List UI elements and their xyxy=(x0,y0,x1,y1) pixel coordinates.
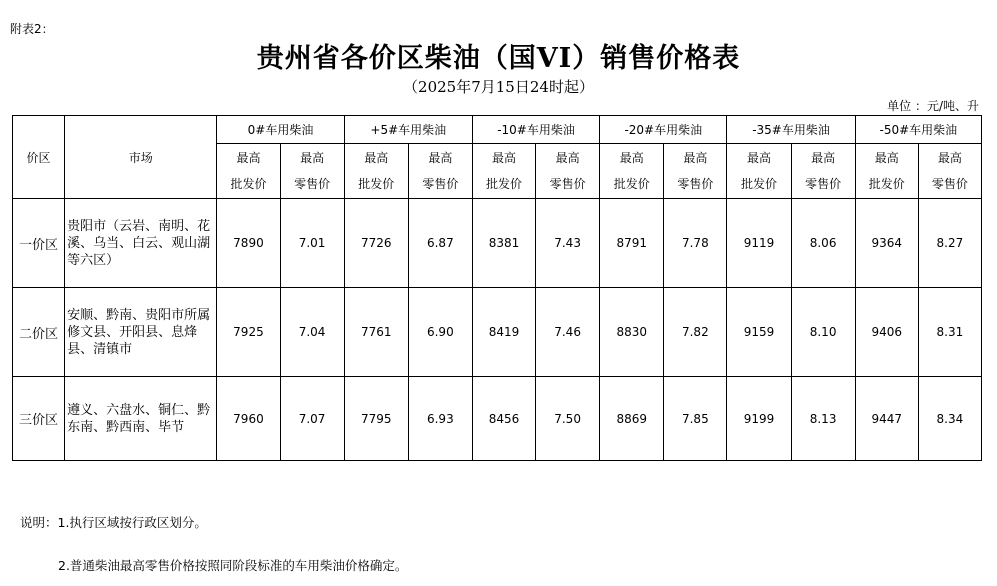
retail-price-cell: 6.93 xyxy=(408,377,472,461)
retail-price-cell: 8.34 xyxy=(918,377,981,461)
wholesale-price-cell: 9199 xyxy=(727,377,791,461)
retail-price-cell: 7.50 xyxy=(536,377,600,461)
header-wholesale-price xyxy=(472,144,535,199)
header-line: 最高 xyxy=(746,151,771,165)
header-line: 最高 xyxy=(300,151,325,165)
header-product: -50#车用柴油 xyxy=(855,116,981,144)
header-line: 批发价 xyxy=(613,177,650,191)
price-table xyxy=(12,115,982,461)
header-zone: 价区 xyxy=(13,116,65,199)
header-line: 最高 xyxy=(937,151,962,165)
header-line: 最高 xyxy=(364,151,389,165)
header-line: 批发价 xyxy=(868,177,905,191)
header-wholesale-price xyxy=(344,144,408,199)
header-line: 零售价 xyxy=(422,177,459,191)
header-line: 最高 xyxy=(428,151,453,165)
market-cell: 安顺、黔南、贵阳市所属修文县、开阳县、息烽县、清镇市 xyxy=(65,288,217,377)
retail-price-cell: 8.06 xyxy=(791,199,855,288)
market-cell: 遵义、六盘水、铜仁、黔东南、黔西南、毕节 xyxy=(65,377,217,461)
header-line: 批发价 xyxy=(230,177,267,191)
retail-price-cell: 7.43 xyxy=(536,199,600,288)
wholesale-price-cell: 7726 xyxy=(344,199,408,288)
header-retail-price xyxy=(536,144,600,199)
header-product: -10#车用柴油 xyxy=(472,116,599,144)
wholesale-price-cell: 9364 xyxy=(855,199,918,288)
table-row xyxy=(13,199,982,288)
header-product: -20#车用柴油 xyxy=(600,116,727,144)
header-line: 零售价 xyxy=(931,177,968,191)
wholesale-price-cell: 7890 xyxy=(217,199,280,288)
effective-date: （2025年7月15日24时起） xyxy=(403,78,594,96)
table-row xyxy=(13,377,982,461)
wholesale-price-cell: 9159 xyxy=(727,288,791,377)
header-line: 零售价 xyxy=(549,177,586,191)
retail-price-cell: 7.07 xyxy=(280,377,344,461)
header-line: 批发价 xyxy=(358,177,395,191)
header-line: 最高 xyxy=(619,151,644,165)
wholesale-price-cell: 7960 xyxy=(217,377,280,461)
page-title: 贵州省各价区柴油（国VI）销售价格表 xyxy=(256,43,741,74)
attachment-label: 附表2： xyxy=(10,22,54,36)
zone-cell: 二价区 xyxy=(13,288,65,377)
header-line: 最高 xyxy=(555,151,580,165)
retail-price-cell: 7.78 xyxy=(664,199,727,288)
retail-price-cell: 8.10 xyxy=(791,288,855,377)
retail-price-cell: 7.01 xyxy=(280,199,344,288)
header-product: -35#车用柴油 xyxy=(727,116,855,144)
header-wholesale-price xyxy=(217,144,280,199)
header-line: 零售价 xyxy=(805,177,842,191)
header-line: 零售价 xyxy=(294,177,331,191)
retail-price-cell: 6.90 xyxy=(408,288,472,377)
retail-price-cell: 8.13 xyxy=(791,377,855,461)
header-line: 最高 xyxy=(236,151,261,165)
header-retail-price xyxy=(918,144,981,199)
retail-price-cell: 7.46 xyxy=(536,288,600,377)
wholesale-price-cell: 9447 xyxy=(855,377,918,461)
wholesale-price-cell: 9119 xyxy=(727,199,791,288)
retail-price-cell: 7.04 xyxy=(280,288,344,377)
header-line: 零售价 xyxy=(677,177,714,191)
wholesale-price-cell: 8381 xyxy=(472,199,535,288)
header-market: 市场 xyxy=(65,116,217,199)
header-wholesale-price xyxy=(600,144,664,199)
note-1: 说明：1.执行区域按行政区划分。 xyxy=(20,515,207,530)
header-retail-price xyxy=(408,144,472,199)
retail-price-cell: 8.31 xyxy=(918,288,981,377)
wholesale-price-cell: 8456 xyxy=(472,377,535,461)
note-2: 2.普通柴油最高零售价格按照同阶段标准的车用柴油价格确定。 xyxy=(58,558,408,573)
zone-cell: 三价区 xyxy=(13,377,65,461)
market-cell: 贵阳市（云岩、南明、花溪、乌当、白云、观山湖等六区） xyxy=(65,199,217,288)
header-product: 0#车用柴油 xyxy=(217,116,344,144)
retail-price-cell: 7.85 xyxy=(664,377,727,461)
header-line: 批发价 xyxy=(485,177,522,191)
header-line: 最高 xyxy=(491,151,516,165)
header-line: 最高 xyxy=(683,151,708,165)
header-line: 最高 xyxy=(874,151,899,165)
header-retail-price xyxy=(280,144,344,199)
retail-price-cell: 7.82 xyxy=(664,288,727,377)
header-retail-price xyxy=(664,144,727,199)
wholesale-price-cell: 7925 xyxy=(217,288,280,377)
header-line: 最高 xyxy=(811,151,836,165)
table-row xyxy=(13,288,982,377)
wholesale-price-cell: 8830 xyxy=(600,288,664,377)
header-product: +5#车用柴油 xyxy=(344,116,472,144)
retail-price-cell: 6.87 xyxy=(408,199,472,288)
wholesale-price-cell: 7761 xyxy=(344,288,408,377)
retail-price-cell: 8.27 xyxy=(918,199,981,288)
header-row-products xyxy=(13,116,982,144)
unit-label: 单位 ：元/吨、升 xyxy=(887,99,979,113)
wholesale-price-cell: 7795 xyxy=(344,377,408,461)
wholesale-price-cell: 9406 xyxy=(855,288,918,377)
wholesale-price-cell: 8791 xyxy=(600,199,664,288)
wholesale-price-cell: 8869 xyxy=(600,377,664,461)
wholesale-price-cell: 8419 xyxy=(472,288,535,377)
header-wholesale-price xyxy=(727,144,791,199)
header-line: 批发价 xyxy=(740,177,777,191)
header-wholesale-price xyxy=(855,144,918,199)
zone-cell: 一价区 xyxy=(13,199,65,288)
header-retail-price xyxy=(791,144,855,199)
